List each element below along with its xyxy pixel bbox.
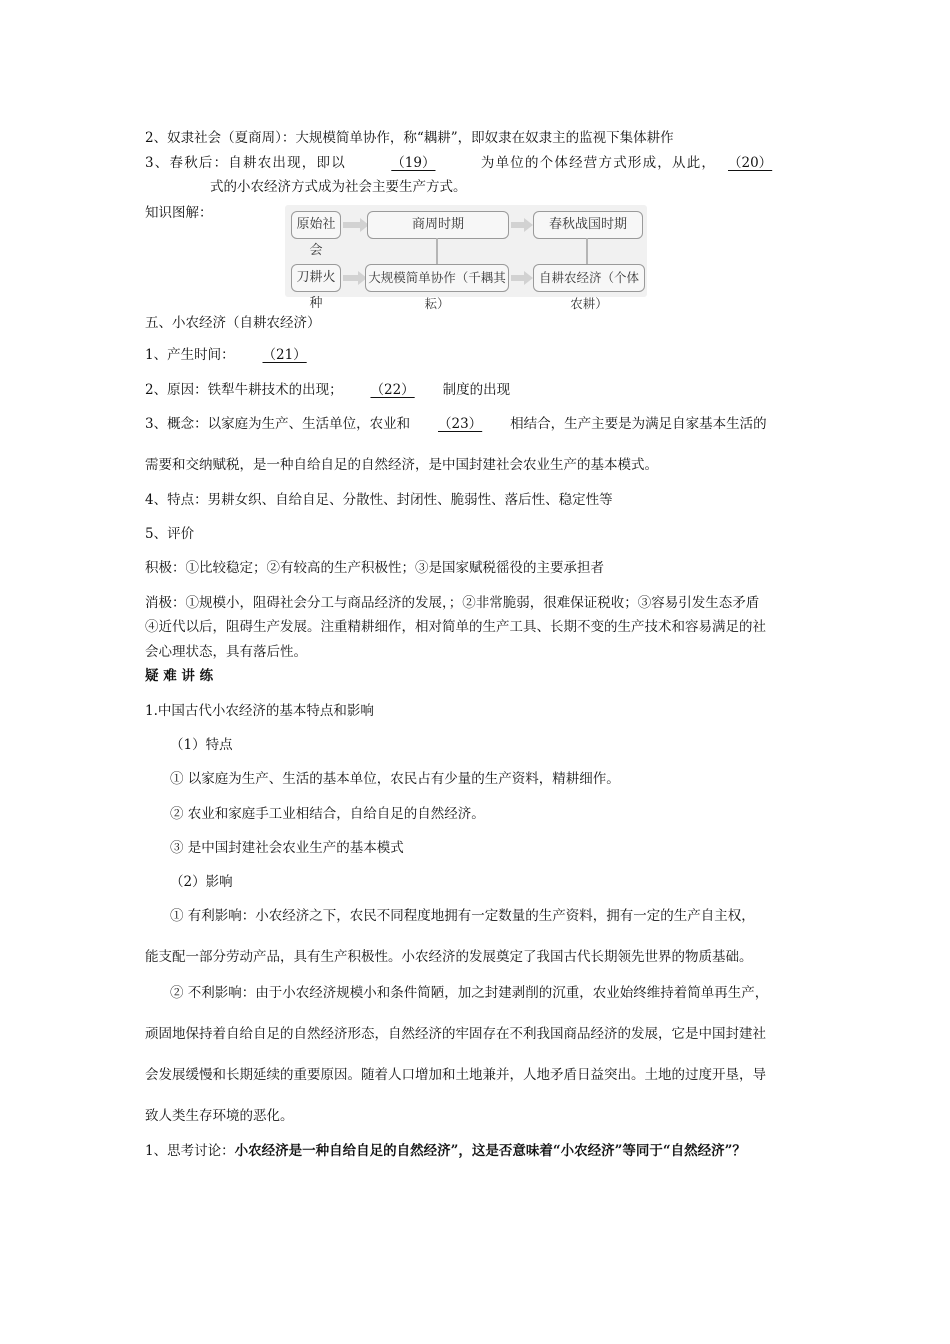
line-impact-negative: ② 不利影响：由于小农经济规模小和条件简陋，加之封建剥削的沉重，农业始终维持着简单再生产，	[170, 985, 769, 1001]
line-impact-negative-2: 顽固地保持着自给自足的自然经济形态，自然经济的牢固存在不利我国商品经济的发展，它是中国封建社	[145, 1026, 766, 1042]
diagram-box-large-scale: 大规模简单协作（千耦其耘）	[365, 264, 509, 292]
connector-line	[436, 238, 438, 264]
text: 1、思考讨论：	[145, 1143, 235, 1159]
text: 制度的出现	[442, 382, 511, 398]
line-discussion	[145, 1141, 746, 1161]
blank-22: （22）	[370, 382, 415, 398]
diagram-box-shang-zhou: 商周时期	[367, 211, 509, 239]
text: 为单位的个体经营方式形成，从此，	[480, 155, 717, 171]
blank-21: （21）	[262, 347, 307, 363]
diagram-box-primitive: 原始社会	[291, 211, 341, 239]
knowledge-diagram	[285, 205, 647, 311]
line-negative-2: ④近代以后，阻碍生产发展。注重精耕细作，相对简单的生产工具、长期不变的生产技术和容易满足的社	[145, 619, 766, 635]
diagram-label: 知识图解：	[145, 205, 213, 221]
line-positive: 积极：①比较稳定；②有较高的生产积极性；③是国家赋税徭役的主要承担者	[145, 560, 604, 576]
text: 1、产生时间：	[145, 347, 235, 363]
diagram-box-self-farming: 自耕农经济（个体农耕）	[533, 264, 645, 292]
arrow-icon	[343, 275, 359, 281]
arrow-icon	[511, 275, 525, 281]
line-impact-negative-4: 致人类生存环境的恶化。	[145, 1108, 294, 1124]
line-feature-2: ② 农业和家庭手工业相结合，自给自足的自然经济。	[170, 806, 485, 822]
connector-line	[586, 238, 588, 264]
line-slave-society: 2、奴隶社会（夏商周）：大规模简单协作，称“耦耕”，即奴隶在奴隶主的监视下集体耕作	[145, 130, 674, 146]
text: 相结合，生产主要是为满足自家基本生活的	[510, 416, 767, 432]
line-features: 4、特点：男耕女织、自给自足、分散性、封闭性、脆弱性、落后性、稳定性等	[145, 492, 613, 508]
arrow-icon	[343, 222, 361, 228]
line-topic: 1.中国古代小农经济的基本特点和影响	[145, 703, 374, 719]
blank-23: （23）	[438, 416, 483, 432]
line-continuation: 式的小农经济方式成为社会主要生产方式。	[210, 179, 467, 195]
section-heading: 五、小农经济（自耕农经济）	[145, 315, 321, 331]
text: 3、春秋后：自耕农出现，即以	[145, 155, 346, 171]
line-concept-cont: 需要和交纳赋税，是一种自给自足的自然经济，是中国封建社会农业生产的基本模式。	[145, 457, 658, 473]
diagram-box-slash-burn: 刀耕火种	[291, 264, 341, 292]
arrow-icon	[511, 222, 525, 228]
text: 2、原因：铁犁牛耕技术的出现；	[145, 382, 343, 398]
line-spring-autumn	[145, 153, 778, 173]
diagram-box-spring-autumn: 春秋战国时期	[533, 211, 643, 239]
blank-19: （19）	[391, 155, 436, 171]
line-impact-negative-3: 会发展缓慢和长期延续的重要原因。随着人口增加和土地兼并，人地矛盾日益突出。土地的过度开垦，导	[145, 1067, 766, 1083]
line-negative-3: 会心理状态，具有落后性。	[145, 644, 307, 660]
line-impact-positive-2: 能支配一部分劳动产品，具有生产积极性。小农经济的发展奠定了我国古代长期领先世界的物质基础。	[145, 949, 753, 965]
line-negative: 消极：①规模小，阻碍社会分工与商品经济的发展，；②非常脆弱，很难保证税收；③容易引发生态矛盾	[145, 595, 760, 611]
discussion-question: 小农经济是一种自给自足的自然经济”，这是否意味着“小农经济”等同于“自然经济”？	[234, 1143, 746, 1159]
line-time	[145, 345, 335, 365]
text: 3、概念：以家庭为生产、生活单位，农业和	[145, 416, 411, 432]
line-feature-1: ① 以家庭为生产、生活的基本单位，农民占有少量的生产资料，精耕细作。	[170, 771, 620, 787]
line-impact-heading: （2）影响	[170, 874, 233, 890]
blank-20: （20）	[728, 155, 773, 171]
line-reason	[145, 380, 510, 400]
line-evaluation: 5、评价	[145, 526, 195, 542]
line-impact-positive: ① 有利影响：小农经济之下，农民不同程度地拥有一定数量的生产资料，拥有一定的生产自主权，	[170, 908, 755, 924]
line-concept	[145, 414, 767, 434]
line-feature-3: ③ 是中国封建社会农业生产的基本模式	[170, 840, 404, 856]
section-heading-difficult: 疑 难 讲 练	[145, 668, 214, 684]
line-features-heading: （1）特点	[170, 737, 233, 753]
